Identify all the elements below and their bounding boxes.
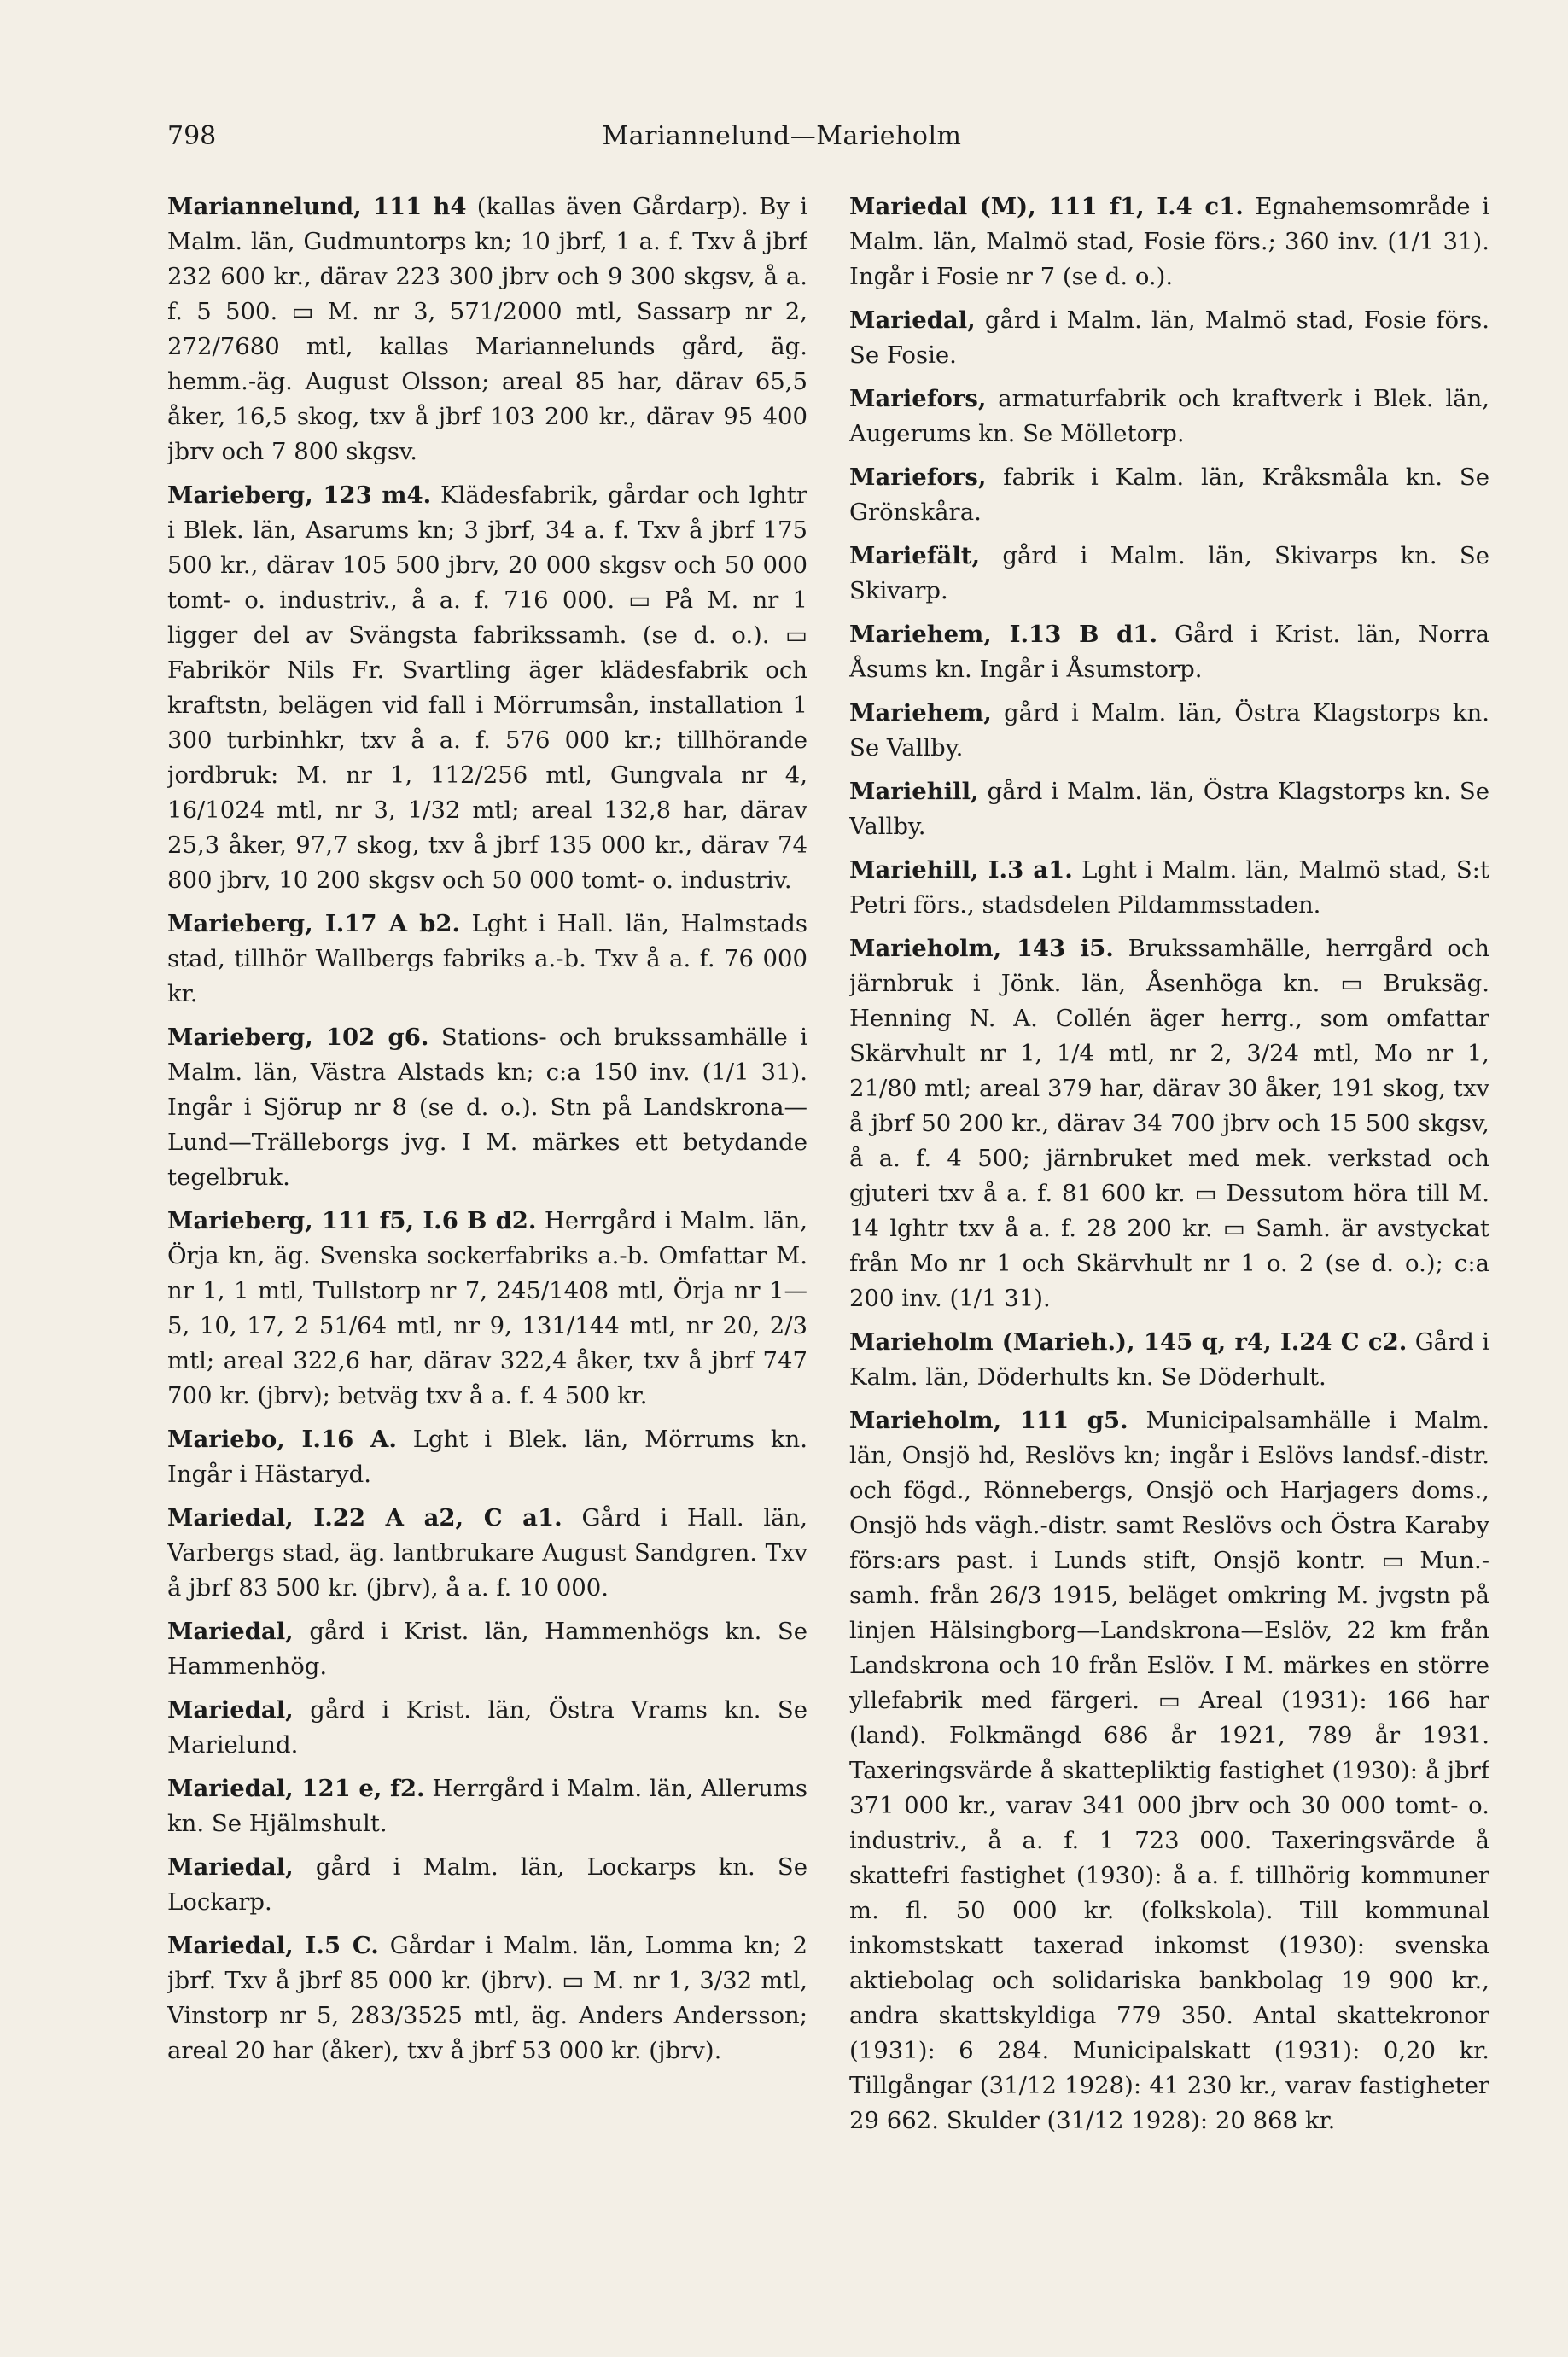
entry: [167, 1204, 807, 1414]
entry: [167, 1614, 807, 1684]
entry-headword: Mariehill, I.3 a1.: [849, 856, 1073, 884]
entry-text: Lght i Blek. län, Mörrums kn. Ingår i Hästaryd.: [167, 1426, 807, 1488]
entry: [849, 696, 1489, 766]
left-column: [167, 190, 807, 2307]
entry: [849, 303, 1489, 373]
entry-headword: Mariannelund, 111 h4: [167, 193, 467, 220]
entry-headword: Mariedal,: [167, 1696, 294, 1724]
entry-text: Brukssamhälle, herrgård och järnbruk i Jönk. län, Åsenhöga kn. ▭ Bruksäg. Henning N. A. Collén äger herrg., som omfattar Skärvhult nr 1, 1/4 mtl, nr 2, 3/24 mtl, Mo nr 1, 21/80 mtl; areal 379 har, därav 30 åker, 191 skog, txv å jbrf 50 200 kr., därav 34 700 jbrv och 15 500 skgsv, å a. f. 4 500; järnbruket med mek. verkstad och gjuteri txv å a. f. 81 600 kr. ▭ Dessutom höra till M. 14 lghtr txv å a. f. 28 200 kr. ▭ Samh. är avstyckat från Mo nr 1 och Skärvhult nr 1 o. 2 (se d. o.); c:a 200 inv. (1/1 31).: [849, 935, 1489, 1312]
entry-headword: Mariefors,: [849, 464, 987, 491]
entry: [167, 1928, 807, 2068]
running-head: [167, 115, 1396, 158]
entry-text: Gårdar i Malm. län, Lomma kn; 2 jbrf. Txv å jbrf 85 000 kr. (jbrv). ▭ M. nr 1, 3/32 mtl, Vinstorp nr 5, 283/3525 mtl, äg. Anders Andersson; areal 20 har (åker), txv å jbrf 53 000 kr. (jbrv).: [167, 1932, 807, 2064]
entry-headword: Marieberg, 123 m4.: [167, 481, 432, 509]
entry-text: (kallas även Gårdarp). By i Malm. län, Gudmuntorps kn; 10 jbrf, 1 a. f. Txv å jbrf 232 600 kr., därav 223 300 jbrv och 9 300 skgsv, å a. f. 5 500. ▭ M. nr 3, 571/2000 mtl, Sassarp nr 2, 272/7680 mtl, kallas Mariannelunds gård, äg. hemm.-äg. August Olsson; areal 85 har, därav 65,5 åker, 16,5 skog, txv å jbrf 103 200 kr., därav 95 400 jbrv och 7 800 skgsv.: [167, 193, 807, 465]
entry-headword: Marieberg, I.17 A b2.: [167, 910, 461, 937]
entry-text: gård i Krist. län, Hammenhögs kn. Se Hammenhög.: [167, 1618, 807, 1680]
entry: [849, 1325, 1489, 1395]
entry-text: Herrgård i Malm. län, Allerums kn. Se Hjälmshult.: [167, 1775, 807, 1837]
entry: [167, 190, 807, 470]
entry-headword: Mariedal,: [167, 1853, 294, 1881]
entry-text: fabrik i Kalm. län, Kråksmåla kn. Se Grönskåra.: [849, 464, 1489, 526]
right-column: [849, 190, 1489, 2307]
entry-headword: Marieholm, 111 g5.: [849, 1407, 1128, 1434]
entry-text: armaturfabrik och kraftverk i Blek. län, Augerums kn. Se Mölletorp.: [849, 385, 1489, 447]
entry-text: gård i Malm. län, Östra Klagstorps kn. Se Vallby.: [849, 778, 1489, 840]
entry: [849, 853, 1489, 923]
entry-headword: Mariebo, I.16 A.: [167, 1426, 397, 1453]
entry: [849, 931, 1489, 1316]
page-number: 798: [167, 121, 217, 151]
entry-headword: Mariefält,: [849, 542, 981, 569]
entry: [849, 460, 1489, 530]
entry-headword: Mariedal,: [167, 1618, 294, 1645]
entry: [849, 617, 1489, 687]
entry-headword: Mariedal,: [849, 306, 976, 334]
entry: [849, 382, 1489, 452]
entry-text: gård i Malm. län, Skivarps kn. Se Skivarp.: [849, 542, 1489, 604]
entry: [849, 190, 1489, 295]
entry-text: Gård i Hall. län, Varbergs stad, äg. lantbrukare August Sandgren. Txv å jbrf 83 500 kr. (jbrv), å a. f. 10 000.: [167, 1504, 807, 1601]
entry-text: Lght i Hall. län, Halmstads stad, tillhör Wallbergs fabriks a.-b. Txv å a. f. 76 000 kr.: [167, 910, 807, 1007]
entry-headword: Mariedal, I.5 C.: [167, 1932, 379, 1959]
entry-headword: Mariefors,: [849, 385, 987, 412]
entry-text: gård i Malm. län, Lockarps kn. Se Lockarp.: [167, 1853, 807, 1916]
entry: [849, 1403, 1489, 2138]
entry-headword: Mariehem,: [849, 699, 992, 726]
entry-text: Egnahemsområde i Malm. län, Malmö stad, Fosie förs.; 360 inv. (1/1 31). Ingår i Fosie nr 7 (se d. o.).: [849, 193, 1489, 290]
entry-text: Lght i Malm. län, Malmö stad, S:t Petri förs., stadsdelen Pildammsstaden.: [849, 856, 1489, 919]
entry-headword: Mariedal, 121 e, f2.: [167, 1775, 425, 1802]
page-title: Mariannelund—Marieholm: [602, 121, 962, 151]
entry-text: gård i Krist. län, Östra Vrams kn. Se Marielund.: [167, 1696, 807, 1759]
entry: [167, 1693, 807, 1763]
entry: [849, 539, 1489, 609]
entry-headword: Marieberg, 102 g6.: [167, 1024, 429, 1051]
entry: [167, 1501, 807, 1606]
entry: [167, 1771, 807, 1841]
entry-text: gård i Malm. län, Malmö stad, Fosie förs. Se Fosie.: [849, 306, 1489, 369]
entry: [167, 907, 807, 1012]
entry-text: Stations- och brukssamhälle i Malm. län, Västra Alstads kn; c:a 150 inv. (1/1 31). Ingår i Sjörup nr 8 (se d. o.). Stn på Landskrona—Lund—Trälleborgs jvg. I M. märkes ett betydande tegelbruk.: [167, 1024, 807, 1191]
entry-text: Gård i Krist. län, Norra Åsums kn. Ingår i Åsumstorp.: [849, 621, 1489, 683]
entry-text: Klädesfabrik, gårdar och lghtr i Blek. län, Asarums kn; 3 jbrf, 34 a. f. Txv å jbrf 175 500 kr., därav 105 500 jbrv, 20 000 skgsv och 50 000 tomt- o. industriv., å a. f. 716 000. ▭ På M. nr 1 ligger del av Svängsta fabrikssamh. (se d. o.). ▭ Fabrikör Nils Fr. Svartling äger klädesfabrik och kraftstn, belägen vid fall i Mörrumsån, installation 1 300 turbinhkr, txv å a. f. 576 000 kr.; tillhörande jordbruk: M. nr 1, 112/256 mtl, Gungvala nr 4, 16/1024 mtl, nr 3, 1/32 mtl; areal 132,8 har, därav 25,3 åker, 97,7 skog, txv å jbrf 135 000 kr., därav 74 800 jbrv, 10 200 skgsv och 50 000 tomt- o. industriv.: [167, 481, 807, 894]
entry-headword: Mariedal, I.22 A a2, C a1.: [167, 1504, 562, 1531]
entry-headword: Marieholm (Marieh.), 145 q, r4, I.24 C c2.: [849, 1328, 1408, 1356]
entry-text: Municipalsamhälle i Malm. län, Onsjö hd, Reslövs kn; ingår i Eslövs landsf.-distr. och fögd., Rönnebergs, Onsjö och Harjagers doms., Onsjö hds vägh.-distr. samt Reslövs och Östra Karaby förs:ars past. i Lunds stift, Onsjö kontr. ▭ Mun.-samh. från 26/3 1915, beläget omkring M. jvgstn på linjen Hälsingborg—Landskrona—Eslöv, 22 km från Landskrona och 10 från Eslöv. I M. märkes en större yllefabrik med färgeri. ▭ Areal (1931): 166 har (land). Folkmängd 686 år 1921, 789 år 1931. Taxeringsvärde å skattepliktig fastighet (1930): å jbrf 371 000 kr., varav 341 000 jbrv och 30 000 tomt- o. industriv., å a. f. 1 723 000. Taxeringsvärde å skattefri fastighet (1930): å a. f. tillhörig kommuner m. fl. 50 000 kr. (folkskola). Till kommunal inkomstskatt taxerad inkomst (1930): svenska aktiebolag och solidariska bankbolag 19 900 kr., andra skattskyldiga 779 350. Antal skattekronor (1931): 6 284. Municipalskatt (1931): 0,20 kr. Tillgångar (31/12 1928): 41 230 kr., varav fastigheter 29 662. Skulder (31/12 1928): 20 868 kr.: [849, 1407, 1489, 2134]
entry-text: Gård i Kalm. län, Döderhults kn. Se Döderhult.: [849, 1328, 1489, 1391]
entry-headword: Marieholm, 143 i5.: [849, 935, 1114, 962]
entry-headword: Mariehem, I.13 B d1.: [849, 621, 1158, 648]
entry-headword: Mariedal (M), 111 f1, I.4 c1.: [849, 193, 1244, 220]
entry: [167, 478, 807, 898]
entry: [167, 1020, 807, 1195]
entry-text: Herrgård i Malm. län, Örja kn, äg. Svenska sockerfabriks a.-b. Omfattar M. nr 1, 1 mtl, Tullstorp nr 7, 245/1408 mtl, Örja nr 1—5, 10, 17, 2 51/64 mtl, nr 9, 131/144 mtl, nr 20, 2/3 mtl; areal 322,6 har, därav 322,4 åker, txv å jbrf 747 700 kr. (jbrv); betväg txv å a. f. 4 500 kr.: [167, 1207, 807, 1409]
entry-text: gård i Malm. län, Östra Klagstorps kn. Se Vallby.: [849, 699, 1489, 761]
entry-headword: Marieberg, 111 f5, I.6 B d2.: [167, 1207, 537, 1234]
entry: [167, 1422, 807, 1492]
entry: [167, 1850, 807, 1920]
entry: [849, 774, 1489, 844]
entry-headword: Mariehill,: [849, 778, 979, 805]
